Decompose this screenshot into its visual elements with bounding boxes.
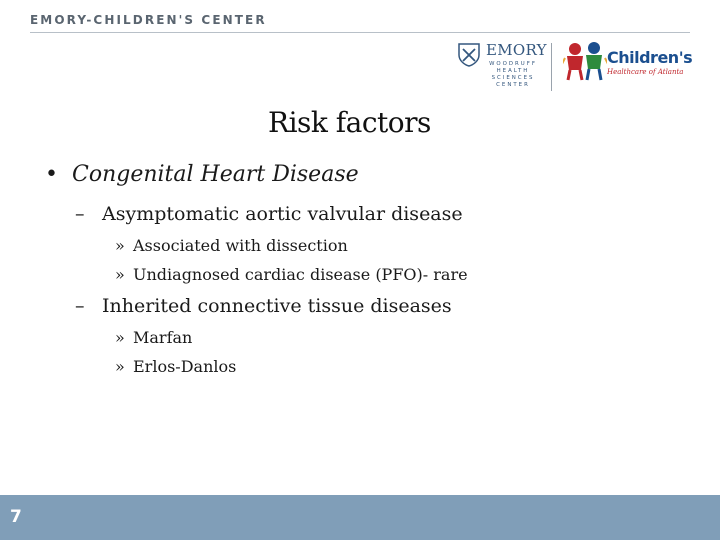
bullet-text: Marfan [133, 328, 193, 347]
bullet-text: Erlos-Danlos [133, 357, 237, 376]
logo-divider [551, 43, 552, 91]
header-divider [30, 32, 690, 33]
bullet-marker: • [45, 162, 58, 187]
shield-icon [458, 43, 480, 67]
chevron-marker: » [115, 236, 125, 255]
chevron-marker: » [115, 265, 125, 284]
childrens-name: Children's [607, 48, 693, 67]
dash-marker: – [75, 295, 85, 317]
page-number: 7 [10, 507, 22, 527]
bullet-text: Congenital Heart Disease [72, 162, 359, 187]
header [0, 0, 720, 40]
emory-sub-line: WOODRUFF [489, 61, 537, 67]
bullet-text: Inherited connective tissue diseases [102, 295, 452, 317]
emory-subtitle [488, 61, 538, 89]
bullet-text: Associated with dissection [133, 236, 348, 255]
chevron-marker: » [115, 357, 125, 376]
dash-marker: – [75, 203, 85, 225]
bullet-text: Asymptomatic aortic valvular disease [102, 203, 463, 225]
bullet-text: Undiagnosed cardiac disease (PFO)- rare [133, 265, 468, 284]
header-title: EMORY-CHILDREN'S CENTER [30, 13, 267, 27]
emory-sub-line: HEALTH [496, 68, 530, 74]
emory-name: EMORY [486, 41, 547, 59]
emory-sub-line: CENTER [496, 82, 530, 88]
childrens-tagline: Healthcare of Atlanta [607, 68, 684, 76]
emory-sub-line: SCIENCES [491, 75, 535, 81]
footer-bar [0, 495, 720, 540]
childrens-logo [563, 40, 693, 85]
slide-title: Risk factors [268, 106, 431, 139]
children-figures-icon [563, 40, 607, 82]
chevron-marker: » [115, 328, 125, 347]
emory-logo [458, 41, 547, 93]
